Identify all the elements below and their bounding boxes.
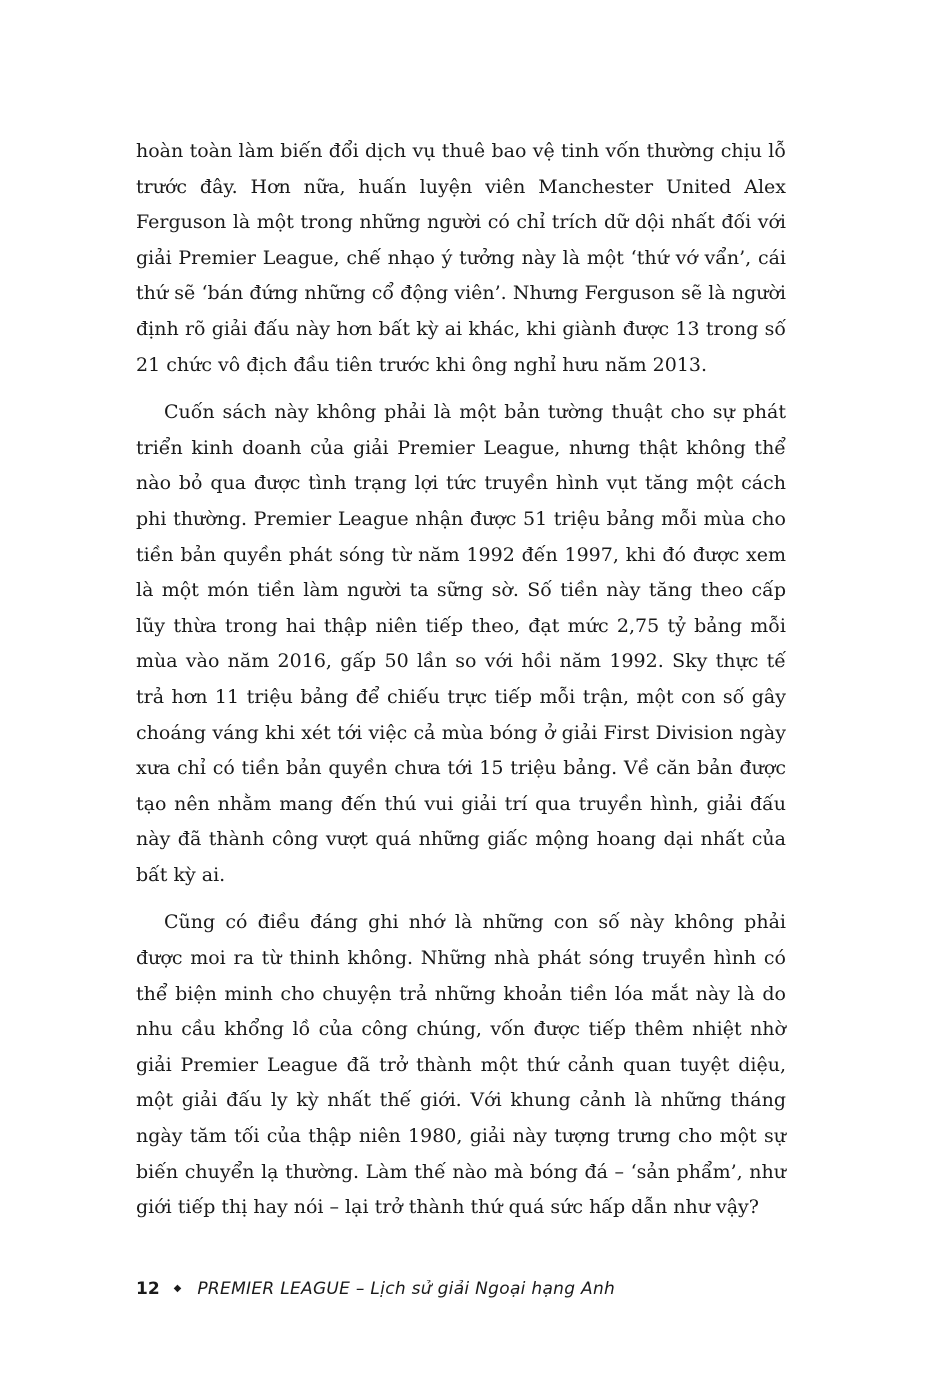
body-paragraph-3: Cũng có điều đáng ghi nhớ là những con số này không phải được moi ra từ thinh không. Những nhà phát sóng truyền hình có thể biện minh cho chuyện trả những khoản tiền lóa mắt này là do nhu cầu khổng lồ của công chúng, vốn được tiếp thêm nhiệt nhờ giải Premier League đã trở thành một thứ cảnh quan tuyệt diệu, một giải đấu ly kỳ nhất thế giới. Với khung cảnh là những tháng ngày tăm tối của thập niên 1980, giải này tượng trưng cho một sự biến chuyển lạ thường. Làm thế nào mà bóng đá – ‘sản phẩm’, như giới tiếp thị hay nói – lại trở thành thứ quá sức hấp dẫn như vậy? [136,911,786,1219]
body-paragraph-1: hoàn toàn làm biến đổi dịch vụ thuê bao vệ tinh vốn thường chịu lỗ trước đây. Hơn nữa, huấn luyện viên Manchester United Alex Ferguson là một trong những người có chỉ trích dữ dội nhất đối với giải Premier League, chế nhạo ý tưởng này là một ‘thứ vớ vẩn’, cái thứ sẽ ‘bán đứng những cổ động viên’. Nhưng Ferguson sẽ là người định rõ giải đấu này hơn bất kỳ ai khác, khi giành được 13 trong số 21 chức vô địch đầu tiên trước khi ông nghỉ hưu năm 2013. [136,140,786,376]
page-body [136,134,786,1226]
page-number: 12 [136,1279,160,1299]
body-paragraph-2: Cuốn sách này không phải là một bản tường thuật cho sự phát triển kinh doanh của giải Premier League, nhưng thật không thể nào bỏ qua được tình trạng lợi tức truyền hình vụt tăng một cách phi thường. Premier League nhận được 51 triệu bảng mỗi mùa cho tiền bản quyền phát sóng từ năm 1992 đến 1997, khi đó được xem là một món tiền làm người ta sững sờ. Số tiền này tăng theo cấp lũy thừa trong hai thập niên tiếp theo, đạt mức 2,75 tỷ bảng mỗi mùa vào năm 2016, gấp 50 lần so với hồi năm 1992. Sky thực tế trả hơn 11 triệu bảng để chiếu trực tiếp mỗi trận, một con số gây choáng váng khi xét tới việc cả mùa bóng ở giải First Division ngày xưa chỉ có tiền bản quyền chưa tới 15 triệu bảng. Về căn bản được tạo nên nhằm mang đến thú vui giải trí qua truyền hình, giải đấu này đã thành công vượt quá những giấc mộng hoang dại nhất của bất kỳ ai. [136,401,786,886]
running-title: PREMIER LEAGUE – Lịch sử giải Ngoại hạng Anh [197,1279,616,1299]
page-footer [136,1275,615,1303]
diamond-separator-icon: ◆ [173,1283,182,1294]
